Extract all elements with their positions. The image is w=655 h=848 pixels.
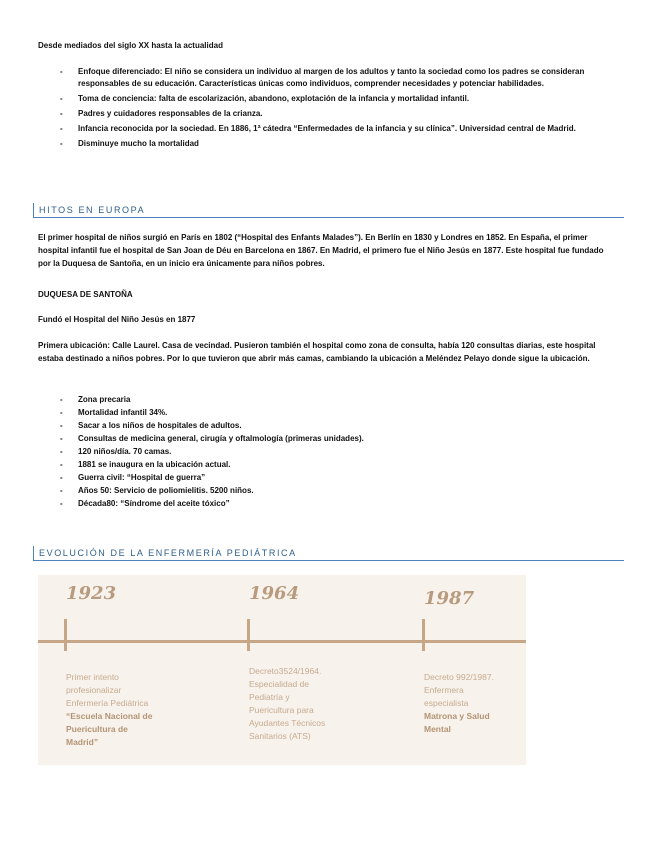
timeline-line-bold: “Escuela Nacional de — [66, 711, 153, 721]
list-item: - Padres y cuidadores responsables de la crianza. — [60, 108, 608, 120]
timeline-line: Decreto 992/1987. — [424, 672, 494, 682]
list-item: - Sacar a los niños de hospitales de adultos. — [60, 420, 608, 432]
timeline-description — [249, 665, 369, 743]
duquesa-subheading: DUQUESA DE SANTOÑA — [38, 290, 133, 299]
section-heading-hitos: HITOS EN EUROPA — [33, 203, 624, 218]
list-item: - Enfoque diferenciado: El niño se considera un individuo al margen de los adultos y tanto la sociedad como los padres se consideran responsables de su educación. Características únicas como individuos, comprender necesidades y potenciar habilidades. — [60, 66, 608, 90]
location-paragraph: Primera ubicación: Calle Laurel. Casa de vecindad. Pusieron también el hospital como zona de consulta, había 120 consultas diarias, este hospital estaba destinado a niños pobres. Por lo que tuvieron que abrir más camas, cambiando la ubicación a Meléndez Pelayo donde sigue la ubicación. — [38, 341, 596, 363]
timeline-line-bold: Mental — [424, 724, 451, 734]
timeline-line-bold: Puericultura de — [66, 724, 128, 734]
timeline-year: 1923 — [66, 583, 117, 604]
timeline-line: Enfermera — [424, 685, 464, 695]
timeline-line: Decreto3524/1964. — [249, 666, 322, 676]
list-item: - Disminuye mucho la mortalidad — [60, 138, 608, 150]
timeline-line-bold: Madrid” — [66, 737, 99, 747]
timeline-tick — [64, 619, 67, 651]
list-item: - 120 niños/día. 70 camas. — [60, 446, 608, 458]
list-item: - Mortalidad infantil 34%. — [60, 407, 608, 419]
timeline-graphic — [38, 575, 526, 765]
list-item: - Consultas de medicina general, cirugía y oftalmología (primeras unidades). — [60, 433, 608, 445]
list-item: - Años 50: Servicio de poliomielitis. 5200 niños. — [60, 485, 608, 497]
timeline-line: Especialidad de — [249, 679, 310, 689]
section-heading-evolucion: EVOLUCIÓN DE LA ENFERMERÍA PEDIÁTRICA — [33, 546, 624, 561]
timeline-line: Primer intento — [66, 672, 119, 682]
list-item: - Zona precaria — [60, 394, 608, 406]
hitos-paragraph: El primer hospital de niños surgió en París en 1802 (“Hospital des Enfants Malades”). En Berlín en 1830 y Londres en 1852. En España, el primer hospital infantil fue el hospital de San Joan de Déu en Barcelona en 1867. En Madrid, el primero fue el Niño Jesús en 1877. Este hospital fue fundado por la Duquesa de Santoña, en un inicio era únicamente para niños pobres. — [38, 233, 604, 268]
timeline-year: 1987 — [424, 588, 475, 609]
list-item: - Infancia reconocida por la sociedad. En 1886, 1ª cátedra “Enfermedades de la infancia y su clínica”. Universidad central de Madrid. — [60, 123, 608, 135]
hitos-list — [60, 394, 608, 510]
timeline-line: Sanitarios (ATS) — [249, 731, 311, 741]
intro-list — [60, 66, 608, 150]
timeline-description — [66, 671, 186, 749]
timeline-line: profesionalizar — [66, 685, 122, 695]
timeline-line: especialista — [424, 698, 469, 708]
timeline-tick — [422, 619, 425, 651]
list-item: - Guerra civil: “Hospital de guerra” — [60, 472, 608, 484]
timeline-year: 1964 — [249, 583, 300, 604]
timeline-line: Pediatría y — [249, 692, 290, 702]
list-item: - Década80: “Síndrome del aceite tóxico” — [60, 498, 608, 510]
list-item: - 1881 se inaugura en la ubicación actual. — [60, 459, 608, 471]
timeline-line: Puericultura para — [249, 705, 314, 715]
timeline-axis — [38, 640, 526, 643]
timeline-line: Enfermería Pediátrica — [66, 698, 149, 708]
timeline-description — [424, 671, 524, 736]
intro-heading: Desde mediados del siglo XX hasta la actualidad — [38, 41, 223, 50]
timeline-tick — [247, 619, 250, 651]
list-item: - Toma de conciencia: falta de escolarización, abandono, explotación de la infancia y mortalidad infantil. — [60, 93, 608, 105]
founded-text: Fundó el Hospital del Niño Jesús en 1877 — [38, 315, 196, 324]
timeline-line-bold: Matrona y Salud — [424, 711, 490, 721]
timeline-line: Ayudantes Técnicos — [249, 718, 326, 728]
